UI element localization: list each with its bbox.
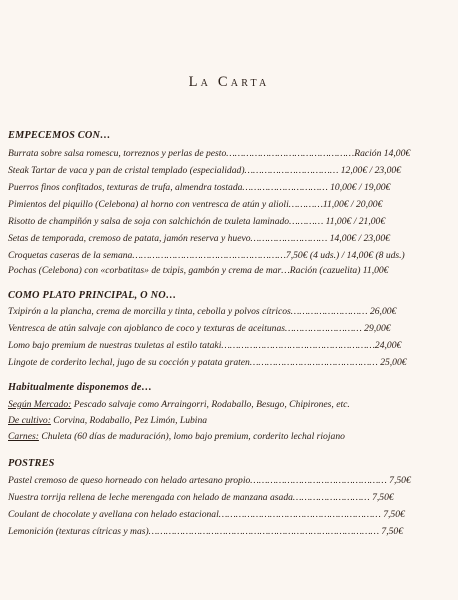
page-title: La Carta <box>188 74 270 90</box>
market-line <box>8 415 444 427</box>
menu-item: Pastel cremoso de queso horneado con helado artesano propio………………………………………… 7,50€ <box>8 475 411 486</box>
menu-item: Puerros finos confitados, texturas de trufa, almendra tostada………………………… 10,00€ / 19,00€ <box>8 182 391 193</box>
market-label: Según Mercado: <box>8 399 72 410</box>
menu-item: Pimientos del piquillo (Celebona) al horno con ventresca de atún y alioli…………11,00€ / 20,00€ <box>8 199 383 210</box>
menu-item: Pochas (Celebona) con «corbatitas» de txipis, gambón y crema de mar…Ración (cazuelita) 11,00€ <box>8 265 389 276</box>
market-text: Corvina, Rodaballo, Pez Limón, Lubina <box>50 415 208 426</box>
market-label: Carnes: <box>8 431 39 442</box>
section-heading-available: Habitualmente disponemos de… <box>8 382 153 393</box>
menu-item: Steak Tartar de vaca y pan de cristal templado (especialidad)…………………………… 12,00€ / 23,00€ <box>8 165 401 176</box>
menu-item: Setas de temporada, cremoso de patata, jamón reserva y huevo……………………… 14,00€ / 23,00€ <box>8 233 390 244</box>
menu-item: Lomo bajo premium de nuestras txuletas al estilo tataki………………………………………………24,00€ <box>8 340 402 351</box>
market-line <box>8 399 444 411</box>
section-heading-mains: COMO PLATO PRINCIPAL, O NO… <box>8 290 177 301</box>
section-heading-desserts: POSTRES <box>8 458 55 469</box>
menu-item: Nuestra torrija rellena de leche merengada con helado de manzana asada……………………… 7,50€ <box>8 492 394 503</box>
market-text: Pescado salvaje como Arraingorri, Rodaballo, Besugo, Chipirones, etc. <box>71 399 350 410</box>
menu-item: Txipirón a la plancha, crema de morcilla y tinta, cebolla y polvos cítricos……………………… 26,00€ <box>8 306 397 317</box>
market-line <box>8 431 444 443</box>
menu-item: Ventresca de atún salvaje con ajoblanco de coco y texturas de aceitunas……………………… 29,00€ <box>8 323 391 334</box>
market-text: Chuleta (60 días de maduración), lomo bajo premium, corderito lechal riojano <box>38 431 345 442</box>
menu-item: Risotto de champiñón y salsa de soja con salchichón de txuleta laminado………… 11,00€ / 21,00€ <box>8 216 386 227</box>
section-heading-starters: EMPECEMOS CON… <box>8 130 111 141</box>
menu-item: Croquetas caseras de la semana………………………………………………7,50€ (4 uds.) / 14,00€ (8 uds.) <box>8 250 405 261</box>
menu-item: Lingote de corderito lechal, jugo de su cocción y patata graten……………………………………… 25,00€ <box>8 357 407 368</box>
menu-item: Burrata sobre salsa romescu, torreznos y perlas de pesto………………………………………Ración 14,00€ <box>8 148 411 159</box>
market-label: De cultivo: <box>8 415 51 426</box>
menu-item: Coulant de chocolate y avellana con helado estacional………………………………………………… 7,50€ <box>8 509 405 520</box>
menu-item: Lemonición (texturas cítricas y mas)……………………………………………………………………… 7,50€ <box>8 526 403 537</box>
